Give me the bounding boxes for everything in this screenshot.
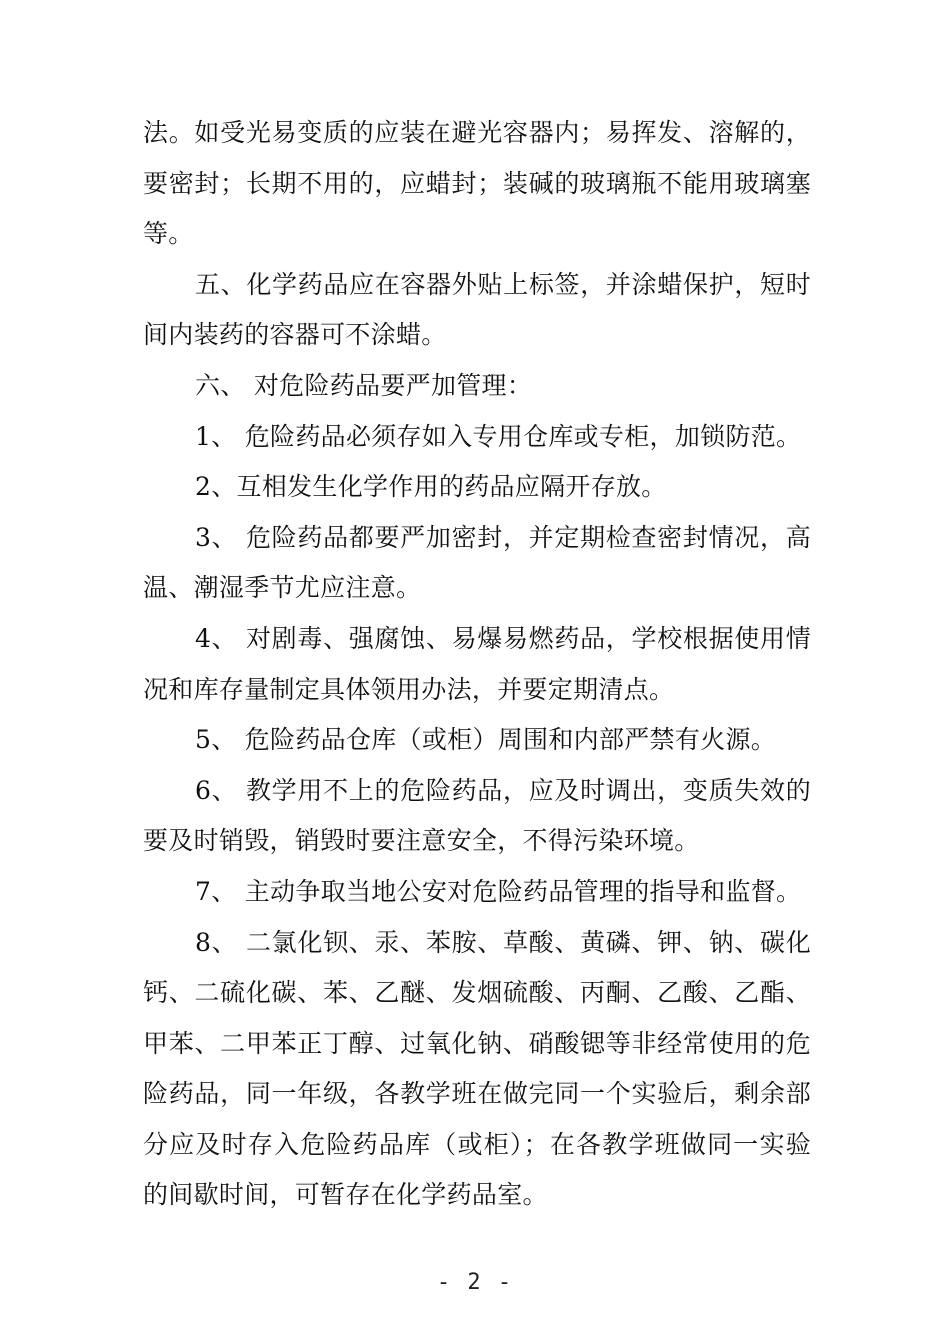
paragraph-subitem-8: 8、 二氯化钡、汞、苯胺、草酸、黄磷、钾、钠、碳化钙、二硫化碳、苯、乙醚、发烟硫酸、丙酮、乙酸、乙酯、甲苯、二甲苯正丁醇、过氧化钠、硝酸锶等非经常使用的危险药品，同一年级，各教学班在做完同一个实验后，剩余部分应及时存入危险药品库（或柜）；在各教学班做同一实验的间歇时间，可暂存在化学药品室。 [143,927,811,1210]
paragraph-subitem-6: 6、 教学用不上的危险药品，应及时调出，变质失效的要及时销毁，销毁时要注意安全，不得污染环境。 [143,775,811,856]
paragraph-subitem-1: 1、 危险药品必须存如入专用仓库或专柜，加锁防范。 [195,421,802,451]
paragraph-subitem-5: 5、 危险药品仓库（或柜）周围和内部严禁有火源。 [195,725,777,755]
paragraph-subitem-2: 2、互相发生化学作用的药品应隔开存放。 [195,472,667,502]
page-number: - 2 - [436,1270,514,1295]
paragraph-item-5: 五、化学药品应在容器外贴上标签，并涂蜡保护，短时间内装药的容器可不涂蜡。 [143,269,811,350]
paragraph-subitem-7: 7、 主动争取当地公安对危险药品管理的指导和监督。 [195,876,802,906]
paragraph-item-6-heading: 六、 对危险药品要严加管理： [195,370,533,400]
paragraph-subitem-4: 4、 对剧毒、强腐蚀、易爆易燃药品，学校根据使用情况和库存量制定具体领用办法，并要定期清点。 [143,623,811,704]
document-body [143,108,811,1221]
paragraph-continuation: 法。如受光易变质的应装在避光容器内；易挥发、溶解的，要密封；长期不用的，应蜡封；装碱的玻璃瓶不能用玻璃塞等。 [143,118,811,249]
paragraph-subitem-3: 3、 危险药品都要严加密封，并定期检查密封情况，高温、潮湿季节尤应注意。 [143,522,811,603]
